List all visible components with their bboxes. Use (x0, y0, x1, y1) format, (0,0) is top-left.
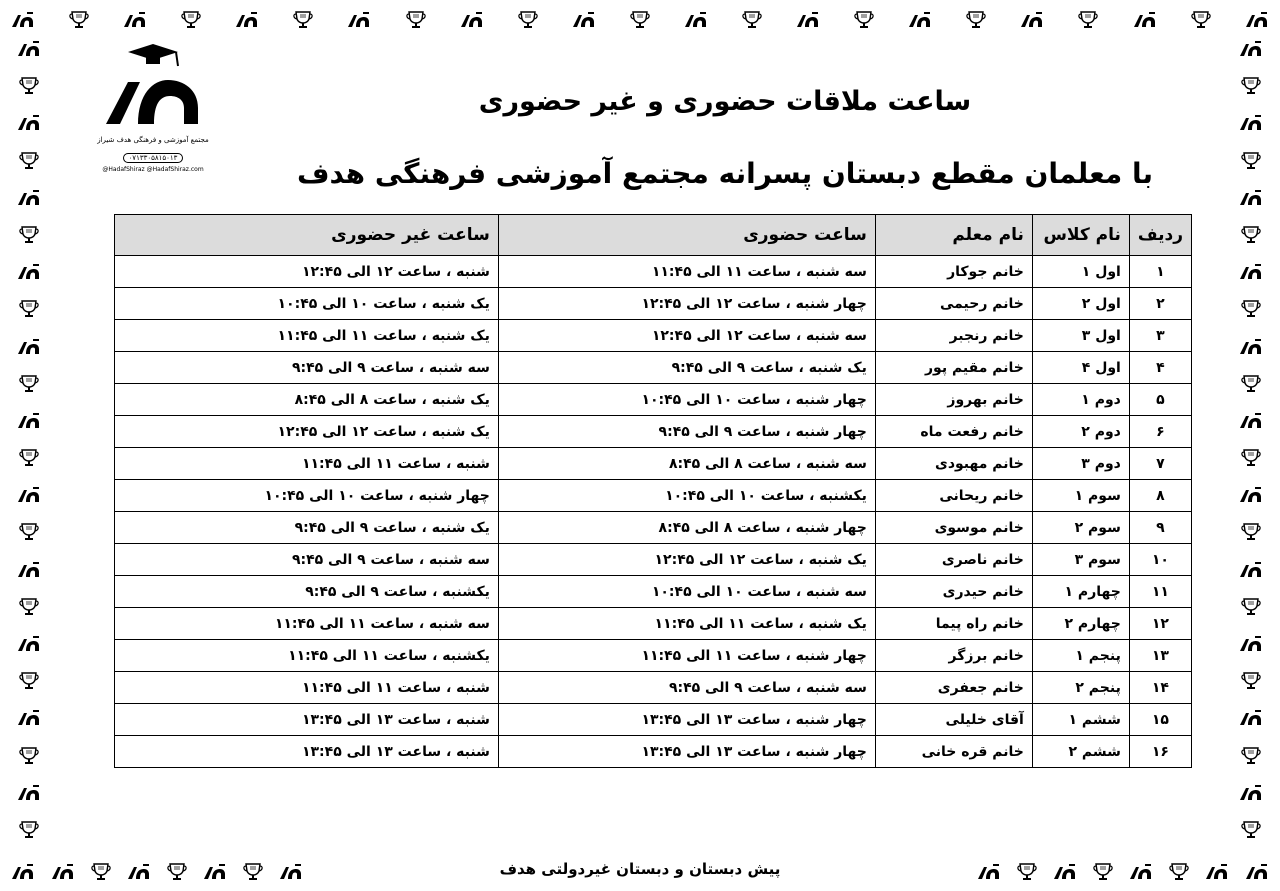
trophy-icon (18, 225, 40, 245)
hadaf-logo-icon (16, 784, 42, 802)
table-row (115, 544, 1192, 576)
cell-online-hours: چهار شنبه ، ساعت ۱۰ الی ۱۰:۴۵ (115, 480, 499, 512)
hadaf-logo-icon (346, 11, 372, 29)
cell-onsite-hours: چهار شنبه ، ساعت ۹ الی ۹:۴۵ (498, 416, 875, 448)
trophy-icon (18, 151, 40, 171)
hadaf-logo-icon (1238, 338, 1264, 356)
cell-row-number: ۱۵ (1129, 704, 1191, 736)
cell-teacher-name: خانم قره خانی (875, 736, 1032, 768)
cell-onsite-hours: سه شنبه ، ساعت ۱۰ الی ۱۰:۴۵ (498, 576, 875, 608)
cell-row-number: ۸ (1129, 480, 1191, 512)
trophy-icon (405, 10, 427, 30)
trophy-icon (1240, 76, 1262, 96)
trophy-icon (741, 10, 763, 30)
cell-teacher-name: خانم جوکار (875, 256, 1032, 288)
bottom-ornament-border-left (0, 857, 400, 887)
table-row (115, 256, 1192, 288)
cell-row-number: ۹ (1129, 512, 1191, 544)
cell-teacher-name: خانم مهبودی (875, 448, 1032, 480)
cell-class-name: دوم ۱ (1032, 384, 1129, 416)
cell-online-hours: یک شنبه ، ساعت ۱۲ الی ۱۲:۴۵ (115, 416, 499, 448)
hadaf-logo-icon (1052, 863, 1078, 881)
table-row (115, 576, 1192, 608)
trophy-icon (1240, 299, 1262, 319)
trophy-icon (18, 820, 40, 840)
header-row-number: ردیف (1129, 215, 1191, 256)
cell-online-hours: یکشنبه ، ساعت ۹ الی ۹:۴۵ (115, 576, 499, 608)
hadaf-logo-icon (1238, 114, 1264, 132)
hadaf-logo-icon (10, 11, 36, 29)
trophy-icon (242, 862, 264, 882)
table-row (115, 640, 1192, 672)
cell-class-name: دوم ۲ (1032, 416, 1129, 448)
hadaf-logo-icon (16, 709, 42, 727)
hadaf-logo-icon (1238, 784, 1264, 802)
cell-online-hours: سه شنبه ، ساعت ۹ الی ۹:۴۵ (115, 352, 499, 384)
trophy-icon (18, 76, 40, 96)
trophy-icon (18, 299, 40, 319)
cell-onsite-hours: چهار شنبه ، ساعت ۱۰ الی ۱۰:۴۵ (498, 384, 875, 416)
cell-teacher-name: خانم رفعت ماه (875, 416, 1032, 448)
hadaf-logo-icon (1238, 412, 1264, 430)
table-row (115, 352, 1192, 384)
bottom-ornament-border-right (880, 857, 1280, 887)
cell-online-hours: یک شنبه ، ساعت ۹ الی ۹:۴۵ (115, 512, 499, 544)
cell-row-number: ۷ (1129, 448, 1191, 480)
table-row (115, 704, 1192, 736)
trophy-icon (18, 597, 40, 617)
hadaf-logo-icon (10, 863, 36, 881)
cell-online-hours: یک شنبه ، ساعت ۱۰ الی ۱۰:۴۵ (115, 288, 499, 320)
cell-teacher-name: خانم برزگر (875, 640, 1032, 672)
cell-row-number: ۱۰ (1129, 544, 1191, 576)
schedule-table (114, 214, 1192, 768)
hadaf-logo-icon (278, 863, 304, 881)
cell-class-name: اول ۱ (1032, 256, 1129, 288)
table-row (115, 448, 1192, 480)
cell-row-number: ۵ (1129, 384, 1191, 416)
trophy-icon (965, 10, 987, 30)
hadaf-emblem-icon (98, 42, 208, 132)
hadaf-logo-icon (16, 338, 42, 356)
hadaf-logo-icon (16, 114, 42, 132)
trophy-icon (1168, 862, 1190, 882)
hadaf-logo-icon (976, 863, 1002, 881)
hadaf-logo-icon (50, 863, 76, 881)
table-row (115, 480, 1192, 512)
cell-class-name: چهارم ۲ (1032, 608, 1129, 640)
cell-onsite-hours: سه شنبه ، ساعت ۹ الی ۹:۴۵ (498, 672, 875, 704)
cell-online-hours: شنبه ، ساعت ۱۱ الی ۱۱:۴۵ (115, 672, 499, 704)
table-header-row (115, 215, 1192, 256)
cell-row-number: ۴ (1129, 352, 1191, 384)
hadaf-logo-icon (16, 40, 42, 58)
trophy-icon (90, 862, 112, 882)
cell-row-number: ۱۶ (1129, 736, 1191, 768)
header-class-name: نام کلاس (1032, 215, 1129, 256)
cell-teacher-name: خانم بهروز (875, 384, 1032, 416)
cell-row-number: ۳ (1129, 320, 1191, 352)
hadaf-logo-icon (1238, 263, 1264, 281)
hadaf-logo-icon (16, 412, 42, 430)
cell-online-hours: سه شنبه ، ساعت ۹ الی ۹:۴۵ (115, 544, 499, 576)
cell-teacher-name: خانم موسوی (875, 512, 1032, 544)
cell-onsite-hours: یک شنبه ، ساعت ۱۱ الی ۱۱:۴۵ (498, 608, 875, 640)
cell-row-number: ۱ (1129, 256, 1191, 288)
trophy-icon (18, 522, 40, 542)
cell-onsite-hours: یک شنبه ، ساعت ۱۲ الی ۱۲:۴۵ (498, 544, 875, 576)
trophy-icon (1077, 10, 1099, 30)
cell-class-name: سوم ۳ (1032, 544, 1129, 576)
cell-onsite-hours: چهار شنبه ، ساعت ۸ الی ۸:۴۵ (498, 512, 875, 544)
trophy-icon (18, 746, 40, 766)
cell-class-name: پنجم ۲ (1032, 672, 1129, 704)
trophy-icon (1240, 746, 1262, 766)
header-online-hours: ساعت غیر حضوری (115, 215, 499, 256)
hadaf-logo-icon (16, 561, 42, 579)
cell-onsite-hours: چهار شنبه ، ساعت ۱۳ الی ۱۳:۴۵ (498, 736, 875, 768)
cell-class-name: پنجم ۱ (1032, 640, 1129, 672)
cell-class-name: دوم ۳ (1032, 448, 1129, 480)
table-row (115, 608, 1192, 640)
cell-class-name: ششم ۱ (1032, 704, 1129, 736)
header-teacher-name: نام معلم (875, 215, 1032, 256)
hadaf-logo-icon (1238, 40, 1264, 58)
trophy-icon (1190, 10, 1212, 30)
cell-online-hours: شنبه ، ساعت ۱۳ الی ۱۳:۴۵ (115, 704, 499, 736)
cell-onsite-hours: سه شنبه ، ساعت ۱۱ الی ۱۱:۴۵ (498, 256, 875, 288)
hadaf-logo-icon (1238, 635, 1264, 653)
cell-onsite-hours: چهار شنبه ، ساعت ۱۱ الی ۱۱:۴۵ (498, 640, 875, 672)
hadaf-logo-icon (1128, 863, 1154, 881)
hadaf-logo-icon (459, 11, 485, 29)
cell-online-hours: یک شنبه ، ساعت ۱۱ الی ۱۱:۴۵ (115, 320, 499, 352)
right-ornament-border (1234, 40, 1268, 840)
cell-onsite-hours: یکشنبه ، ساعت ۱۰ الی ۱۰:۴۵ (498, 480, 875, 512)
cell-row-number: ۲ (1129, 288, 1191, 320)
cell-teacher-name: خانم مقیم پور (875, 352, 1032, 384)
cell-onsite-hours: چهار شنبه ، ساعت ۱۲ الی ۱۲:۴۵ (498, 288, 875, 320)
trophy-icon (853, 10, 875, 30)
trophy-icon (1240, 597, 1262, 617)
cell-online-hours: شنبه ، ساعت ۱۲ الی ۱۲:۴۵ (115, 256, 499, 288)
cell-class-name: اول ۳ (1032, 320, 1129, 352)
cell-row-number: ۱۴ (1129, 672, 1191, 704)
hadaf-logo-icon (571, 11, 597, 29)
cell-online-hours: شنبه ، ساعت ۱۱ الی ۱۱:۴۵ (115, 448, 499, 480)
table-row (115, 320, 1192, 352)
table-row (115, 736, 1192, 768)
hadaf-logo-icon (16, 189, 42, 207)
cell-onsite-hours: یک شنبه ، ساعت ۹ الی ۹:۴۵ (498, 352, 875, 384)
hadaf-logo-icon (16, 635, 42, 653)
trophy-icon (1240, 225, 1262, 245)
cell-teacher-name: خانم رحیمی (875, 288, 1032, 320)
cell-online-hours: یکشنبه ، ساعت ۱۱ الی ۱۱:۴۵ (115, 640, 499, 672)
page-subtitle: با معلمان مقطع دبستان پسرانه مجتمع آموزشی فرهنگی هدف (296, 157, 1154, 190)
trophy-icon (1240, 820, 1262, 840)
hadaf-logo-icon (1132, 11, 1158, 29)
hadaf-logo-icon (907, 11, 933, 29)
hadaf-logo-icon (1238, 189, 1264, 207)
cell-class-name: سوم ۱ (1032, 480, 1129, 512)
cell-teacher-name: خانم حیدری (875, 576, 1032, 608)
hadaf-logo-icon (1019, 11, 1045, 29)
hadaf-logo-icon (1238, 486, 1264, 504)
hadaf-logo-icon (1238, 709, 1264, 727)
trophy-icon (1016, 862, 1038, 882)
trophy-icon (1240, 448, 1262, 468)
trophy-icon (180, 10, 202, 30)
page-title: ساعت ملاقات حضوری و غیر حضوری (478, 86, 972, 117)
hadaf-logo-icon (1244, 11, 1270, 29)
cell-class-name: اول ۲ (1032, 288, 1129, 320)
hadaf-logo-icon (16, 263, 42, 281)
school-logo (88, 42, 218, 172)
hadaf-logo-icon (122, 11, 148, 29)
logo-social-handles: @HadafShiraz @HadafShiraz.com (102, 166, 204, 173)
trophy-icon (629, 10, 651, 30)
cell-online-hours: شنبه ، ساعت ۱۳ الی ۱۳:۴۵ (115, 736, 499, 768)
top-ornament-border (0, 5, 1280, 35)
trophy-icon (68, 10, 90, 30)
cell-teacher-name: خانم ریحانی (875, 480, 1032, 512)
trophy-icon (1092, 862, 1114, 882)
cell-row-number: ۱۲ (1129, 608, 1191, 640)
logo-caption: مجتمع آموزشی و فرهنگی هدف شیراز (97, 136, 209, 144)
cell-online-hours: سه شنبه ، ساعت ۱۱ الی ۱۱:۴۵ (115, 608, 499, 640)
trophy-icon (18, 671, 40, 691)
cell-online-hours: یک شنبه ، ساعت ۸ الی ۸:۴۵ (115, 384, 499, 416)
cell-teacher-name: خانم رنجبر (875, 320, 1032, 352)
hadaf-logo-icon (1244, 863, 1270, 881)
cell-class-name: اول ۴ (1032, 352, 1129, 384)
trophy-icon (18, 374, 40, 394)
trophy-icon (292, 10, 314, 30)
hadaf-logo-icon (16, 486, 42, 504)
hadaf-logo-icon (1238, 561, 1264, 579)
trophy-icon (517, 10, 539, 30)
table-row (115, 384, 1192, 416)
hadaf-logo-icon (1204, 863, 1230, 881)
cell-teacher-name: خانم ناصری (875, 544, 1032, 576)
hadaf-logo-icon (202, 863, 228, 881)
cell-onsite-hours: سه شنبه ، ساعت ۱۲ الی ۱۲:۴۵ (498, 320, 875, 352)
trophy-icon (1240, 522, 1262, 542)
cell-row-number: ۱۱ (1129, 576, 1191, 608)
trophy-icon (166, 862, 188, 882)
header-onsite-hours: ساعت حضوری (498, 215, 875, 256)
table-row (115, 288, 1192, 320)
cell-row-number: ۱۳ (1129, 640, 1191, 672)
hadaf-logo-icon (234, 11, 260, 29)
cell-teacher-name: خانم راه پیما (875, 608, 1032, 640)
hadaf-logo-icon (795, 11, 821, 29)
left-ornament-border (12, 40, 46, 840)
trophy-icon (1240, 671, 1262, 691)
trophy-icon (18, 448, 40, 468)
hadaf-logo-icon (126, 863, 152, 881)
cell-teacher-name: خانم جعفری (875, 672, 1032, 704)
cell-row-number: ۶ (1129, 416, 1191, 448)
footer-text: پیش دبستان و دبستان غیردولتی هدف (499, 860, 781, 878)
logo-phone: ۰۷۱۳۳۰۵۸۱۵۰۱۳ (123, 153, 184, 163)
cell-class-name: چهارم ۱ (1032, 576, 1129, 608)
cell-teacher-name: آقای خلیلی (875, 704, 1032, 736)
cell-class-name: سوم ۲ (1032, 512, 1129, 544)
cell-onsite-hours: سه شنبه ، ساعت ۸ الی ۸:۴۵ (498, 448, 875, 480)
table-row (115, 416, 1192, 448)
table-row (115, 672, 1192, 704)
hadaf-logo-icon (683, 11, 709, 29)
cell-onsite-hours: چهار شنبه ، ساعت ۱۳ الی ۱۳:۴۵ (498, 704, 875, 736)
table-row (115, 512, 1192, 544)
cell-class-name: ششم ۲ (1032, 736, 1129, 768)
trophy-icon (1240, 374, 1262, 394)
trophy-icon (1240, 151, 1262, 171)
